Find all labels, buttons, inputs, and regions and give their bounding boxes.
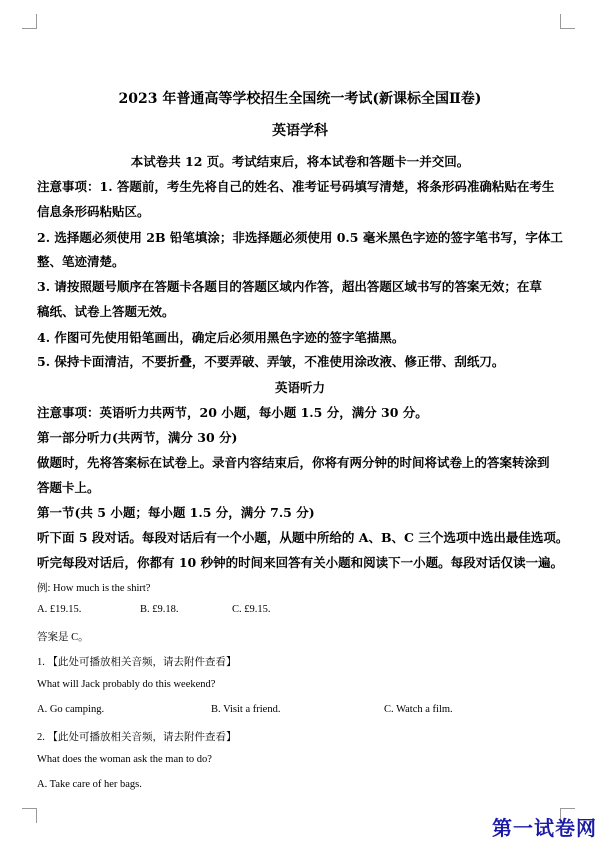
note-line-2: 信息条形码粘贴区。 bbox=[37, 204, 150, 219]
example-answer: 答案是 C。 bbox=[37, 632, 89, 643]
note-line-8: 5. 保持卡面清洁，不要折叠，不要弄破、弄皱，不准使用涂改液、修正带、刮纸刀。 bbox=[37, 354, 505, 369]
listening-note: 注意事项：英语听力共两节，20 小题，每小题 1.5 分，满分 30 分。 bbox=[37, 405, 428, 420]
note-line-1: 注意事项：1. 答题前，考生先将自己的姓名、准考证号码填写清楚，将条形码准确粘贴在考生 bbox=[37, 179, 555, 194]
crop-mark-top-right bbox=[560, 14, 575, 29]
crop-mark-bottom-left bbox=[22, 808, 37, 823]
example-question: 例: How much is the shirt? bbox=[37, 583, 151, 594]
note-line-4: 整、笔迹清楚。 bbox=[37, 254, 125, 269]
exam-intro: 本试卷共 12 页。考试结束后，将本试卷和答题卡一并交回。 bbox=[130, 154, 470, 169]
q2-question: What does the woman ask the man to do? bbox=[37, 754, 212, 765]
part1-heading: 第一部分听力(共两节，满分 30 分) bbox=[37, 430, 238, 445]
site-watermark: 第一试卷网 bbox=[492, 816, 597, 840]
exam-title: 2023 年普通高等学校招生全国统一考试(新课标全国Ⅱ卷) bbox=[118, 91, 482, 107]
subject-title: 英语学科 bbox=[272, 123, 328, 139]
section1-heading: 第一节(共 5 小题；每小题 1.5 分，满分 7.5 分) bbox=[37, 505, 315, 520]
q1-audio-note: 1. 【此处可播放相关音频，请去附件查看】 bbox=[37, 657, 237, 668]
note-line-6: 稿纸、试卷上答题无效。 bbox=[37, 304, 175, 319]
q2-audio-note: 2. 【此处可播放相关音频，请去附件查看】 bbox=[37, 732, 237, 743]
example-option-b: B. £9.18. bbox=[140, 604, 179, 615]
q1-option-c: C. Watch a film. bbox=[384, 704, 453, 715]
q2-option-a: A. Take care of her bags. bbox=[37, 779, 142, 790]
note-line-7: 4. 作图可先使用铅笔画出，确定后必须用黑色字迹的签字笔描黑。 bbox=[37, 330, 405, 345]
q1-option-b: B. Visit a friend. bbox=[211, 704, 281, 715]
instruction-line-3: 听下面 5 段对话。每段对话后有一个小题，从题中所给的 A、B、C 三个选项中选出最佳选项。 bbox=[37, 530, 569, 545]
crop-mark-top-left bbox=[22, 14, 37, 29]
example-option-c: C. £9.15. bbox=[232, 604, 271, 615]
q1-option-a: A. Go camping. bbox=[37, 704, 105, 715]
example-option-a: A. £19.15. bbox=[37, 604, 82, 615]
instruction-line-2: 答题卡上。 bbox=[37, 480, 100, 495]
note-line-3: 2. 选择题必须使用 2B 铅笔填涂；非选择题必须使用 0.5 毫米黑色字迹的签字笔书写，字体工 bbox=[37, 230, 563, 245]
q1-question: What will Jack probably do this weekend? bbox=[37, 679, 216, 690]
instruction-line-4: 听完每段对话后，你都有 10 秒钟的时间来回答有关小题和阅读下一小题。每段对话仅读一遍。 bbox=[37, 555, 564, 570]
note-line-5: 3. 请按照题号顺序在答题卡各题目的答题区域内作答，超出答题区域书写的答案无效；在草 bbox=[37, 279, 542, 294]
listening-heading: 英语听力 bbox=[274, 380, 325, 395]
instruction-line-1: 做题时，先将答案标在试卷上。录音内容结束后，你将有两分钟的时间将试卷上的答案转涂到 bbox=[37, 455, 550, 470]
